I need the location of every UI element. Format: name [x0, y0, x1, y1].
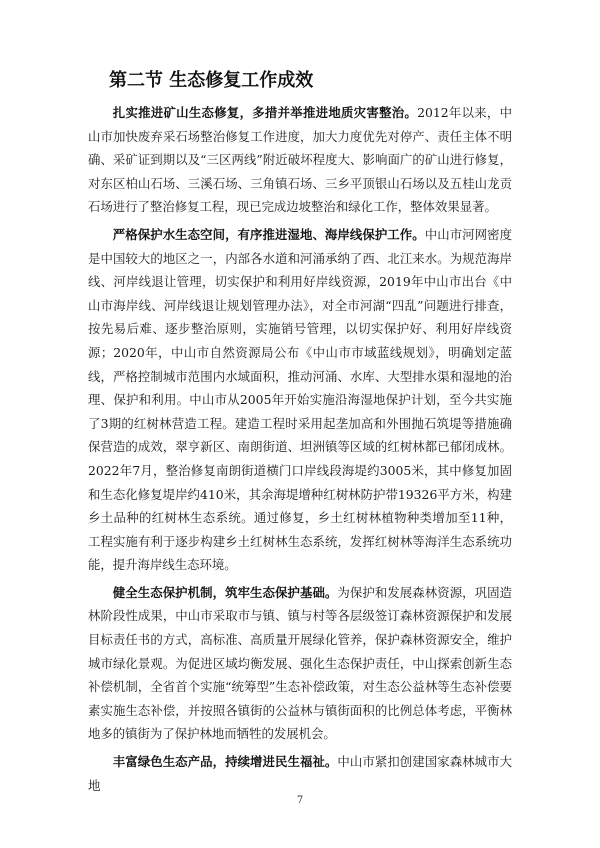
page-number: 7: [296, 795, 304, 806]
paragraph-mining-restoration: [88, 101, 512, 219]
paragraph-lead: 严格保护水生态空间，有序推进湿地、海岸线保护工作。: [112, 226, 425, 242]
paragraph-lead: 扎实推进矿山生态修复，多措并举推进地质灾害整治。: [112, 105, 418, 120]
paragraph-body: 2012年以来，中山市加快废弃采石场整治修复工作进度，加大力度优先对停产、责任主体不明确、采矿证到期以及“三区两线”附近破坏程度大、影响面广的矿山进行修复，对东区柏山石场、三溪石场、三角镇石场、三乡平顶银山石场以及五桂山龙贡石场进行了整治修复工程，现已完成边坡整治和绿化工作，整体效果显著。: [88, 105, 513, 215]
paragraph-body: 中山市河网密度是中国较大的地区之一，内部各水道和河涌承纳了西、北江来水。为规范海岸线、河岸线退让管理，切实保护和利用好岸线资源，2019年中山市出台《中山市海岸线、河岸线退让规划管理办法》，对全市河湖“四乱”问题进行排查，按先易后难、逐步整治原则，实施销号管理，以切实保护好、利用好岸线资源；2020年，中山市自然资源局公布《中山市市域蓝线规划》，明确划定蓝线，严格控制城市范围内水域面积，推动河涌、水库、大型排水渠和湿地的治理、保护和利用。中山市从2005年开始实施沿海湿地保护计划，至今共实施了3期的红树林营造工程。建造工程时采用起垄加高和外围抛石筑堤等措施确保营造的成效，翠亨新区、南朗街道、坦洲镇等区域的红树林都已郁闭成林。2022年7月，整治修复南朗街道横门口岸线段海堤约3005米，其中修复加固和生态化修复堤岸约410米，其余海堤增种红树林防护带19326平方米，构建乡土品种的红树林生态系统。通过修复，乡土红树林植物种类增加至11种，工程实施有利于逐步构建乡土红树林生态系统，发挥红树林等海洋生态系统功能，提升海岸线生态环境。: [88, 226, 513, 573]
paragraph-green-products: [88, 750, 512, 797]
paragraph-body: 为保护和发展森林资源，巩固造林阶段性成果，中山市采取市与镇、镇与村等各层级签订森林资源保护和发展目标责任书的方式，高标准、高质量开展绿化管养，保护森林资源安全，维护城市绿化景观。为促进区域均衡发展、强化生态保护责任，中山探索创新生态补偿机制，全省首个实施“统筹型”生态补偿政策，对生态公益林等生态补偿要素实施生态补偿，并按照各镇街的公益林与镇街面积的比例总体考虑，平衡林地多的镇街为了保护林地而牺牲的发展机会。: [88, 584, 513, 742]
paragraph-lead: 健全生态保护机制，筑牢生态保护基础。: [112, 584, 338, 600]
body-text: [88, 101, 512, 801]
paragraph-lead: 丰富绿色生态产品，持续增进民生福祉。: [112, 754, 338, 770]
paragraph-body: 中山市紧扣创建国家森林城市大地: [88, 754, 513, 793]
paragraph-water-protection: [88, 223, 512, 577]
paragraph-protection-mechanism: [88, 581, 512, 746]
section-title: 第二节 生态修复工作成效: [109, 70, 314, 91]
